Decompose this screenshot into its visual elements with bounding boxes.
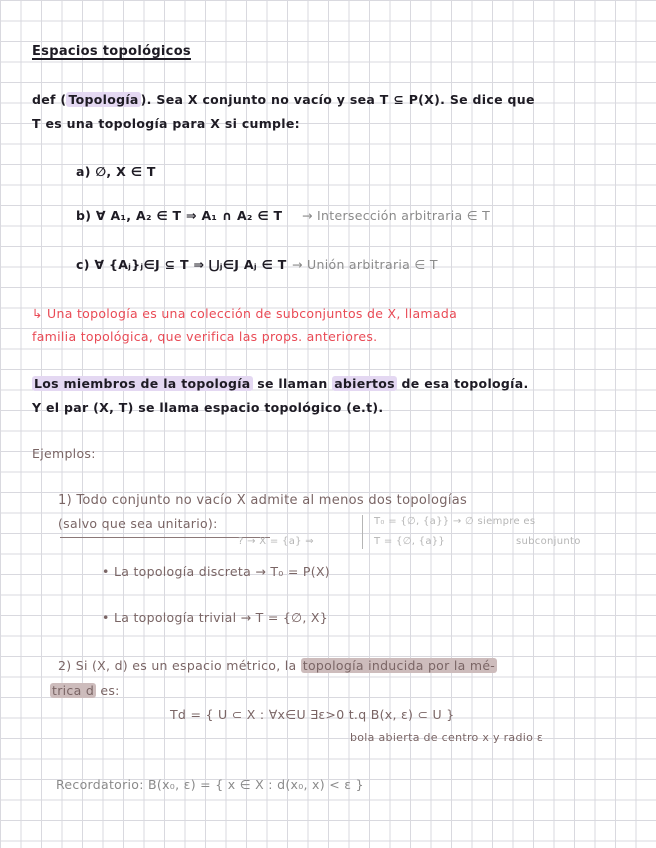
definition-term: Topología <box>68 92 139 107</box>
reminder: Recordatorio: B(x₀, ε) = { x ∈ X : d(x₀, x) < ε } <box>56 777 364 792</box>
side-brace <box>362 515 369 549</box>
example-2-line-1 <box>58 658 497 673</box>
members-highlight-2: abiertos <box>334 376 395 391</box>
side-question: ? → X = {a} ⇒ <box>238 536 314 547</box>
members-line-2: Y el par (X, T) se llama espacio topológico (e.t). <box>32 400 384 415</box>
definition-line-2: T es una topología para X si cumple: <box>32 116 300 131</box>
example-2-line-2 <box>50 683 120 698</box>
page-title: Espacios topológicos <box>32 44 191 59</box>
note-line-2: familia topológica, que verifica las props. anteriores. <box>32 329 378 344</box>
condition-c: c) ∀ {Aⱼ}ⱼ∈J ⊆ T ⇒ ⋃ⱼ∈J Aⱼ ∈ T <box>76 257 287 272</box>
side-discrete: T₀ = {∅, {a}} → ∅ siempre es <box>374 516 536 527</box>
definition-rest: ). Sea X conjunto no vacío y sea T ⊆ P(X). Se dice que <box>140 92 535 107</box>
side-trivial: T = {∅, {a}} <box>374 536 446 547</box>
example-2-highlight-1: topología inducida por la mé- <box>302 658 496 673</box>
side-subconjunto: subconjunto <box>516 536 581 547</box>
condition-b: b) ∀ A₁, A₂ ∈ T ⇒ A₁ ∩ A₂ ∈ T <box>76 208 283 223</box>
condition-a: a) ∅, X ∈ T <box>76 164 156 179</box>
example-discrete: • La topología discreta → T₀ = P(X) <box>102 564 330 579</box>
members-highlight-1: Los miembros de la topología <box>34 376 251 391</box>
example-2-highlight-2: trica d <box>52 683 95 698</box>
metric-topology-formula: Td = { U ⊂ X : ∀x∈U ∃ε>0 t.q B(x, ε) ⊂ U } <box>170 707 455 722</box>
ball-note: bola abierta de centro x y radio ε <box>350 731 544 744</box>
example-2-end: es: <box>96 683 120 698</box>
example-1-line-1: 1) Todo conjunto no vacío X admite al menos dos topologías <box>58 493 468 508</box>
condition-b-note: → Intersección arbitraria ∈ T <box>302 208 491 223</box>
condition-c-note: → Unión arbitraria ∈ T <box>292 257 438 272</box>
members-mid: se llaman <box>252 376 333 391</box>
members-line-1 <box>32 376 529 391</box>
example-1-line-2: (salvo que sea unitario): <box>58 516 218 531</box>
example-2-start: 2) Si (X, d) es un espacio métrico, la <box>58 658 301 673</box>
definition-prefix: def ( <box>32 92 67 107</box>
example-trivial: • La topología trivial → T = {∅, X} <box>102 610 329 625</box>
examples-heading: Ejemplos: <box>32 446 96 461</box>
definition-line-1 <box>32 92 535 107</box>
note-line-1: ↳ Una topología es una colección de subconjuntos de X, llamada <box>32 306 458 321</box>
members-end: de esa topología. <box>396 376 529 391</box>
